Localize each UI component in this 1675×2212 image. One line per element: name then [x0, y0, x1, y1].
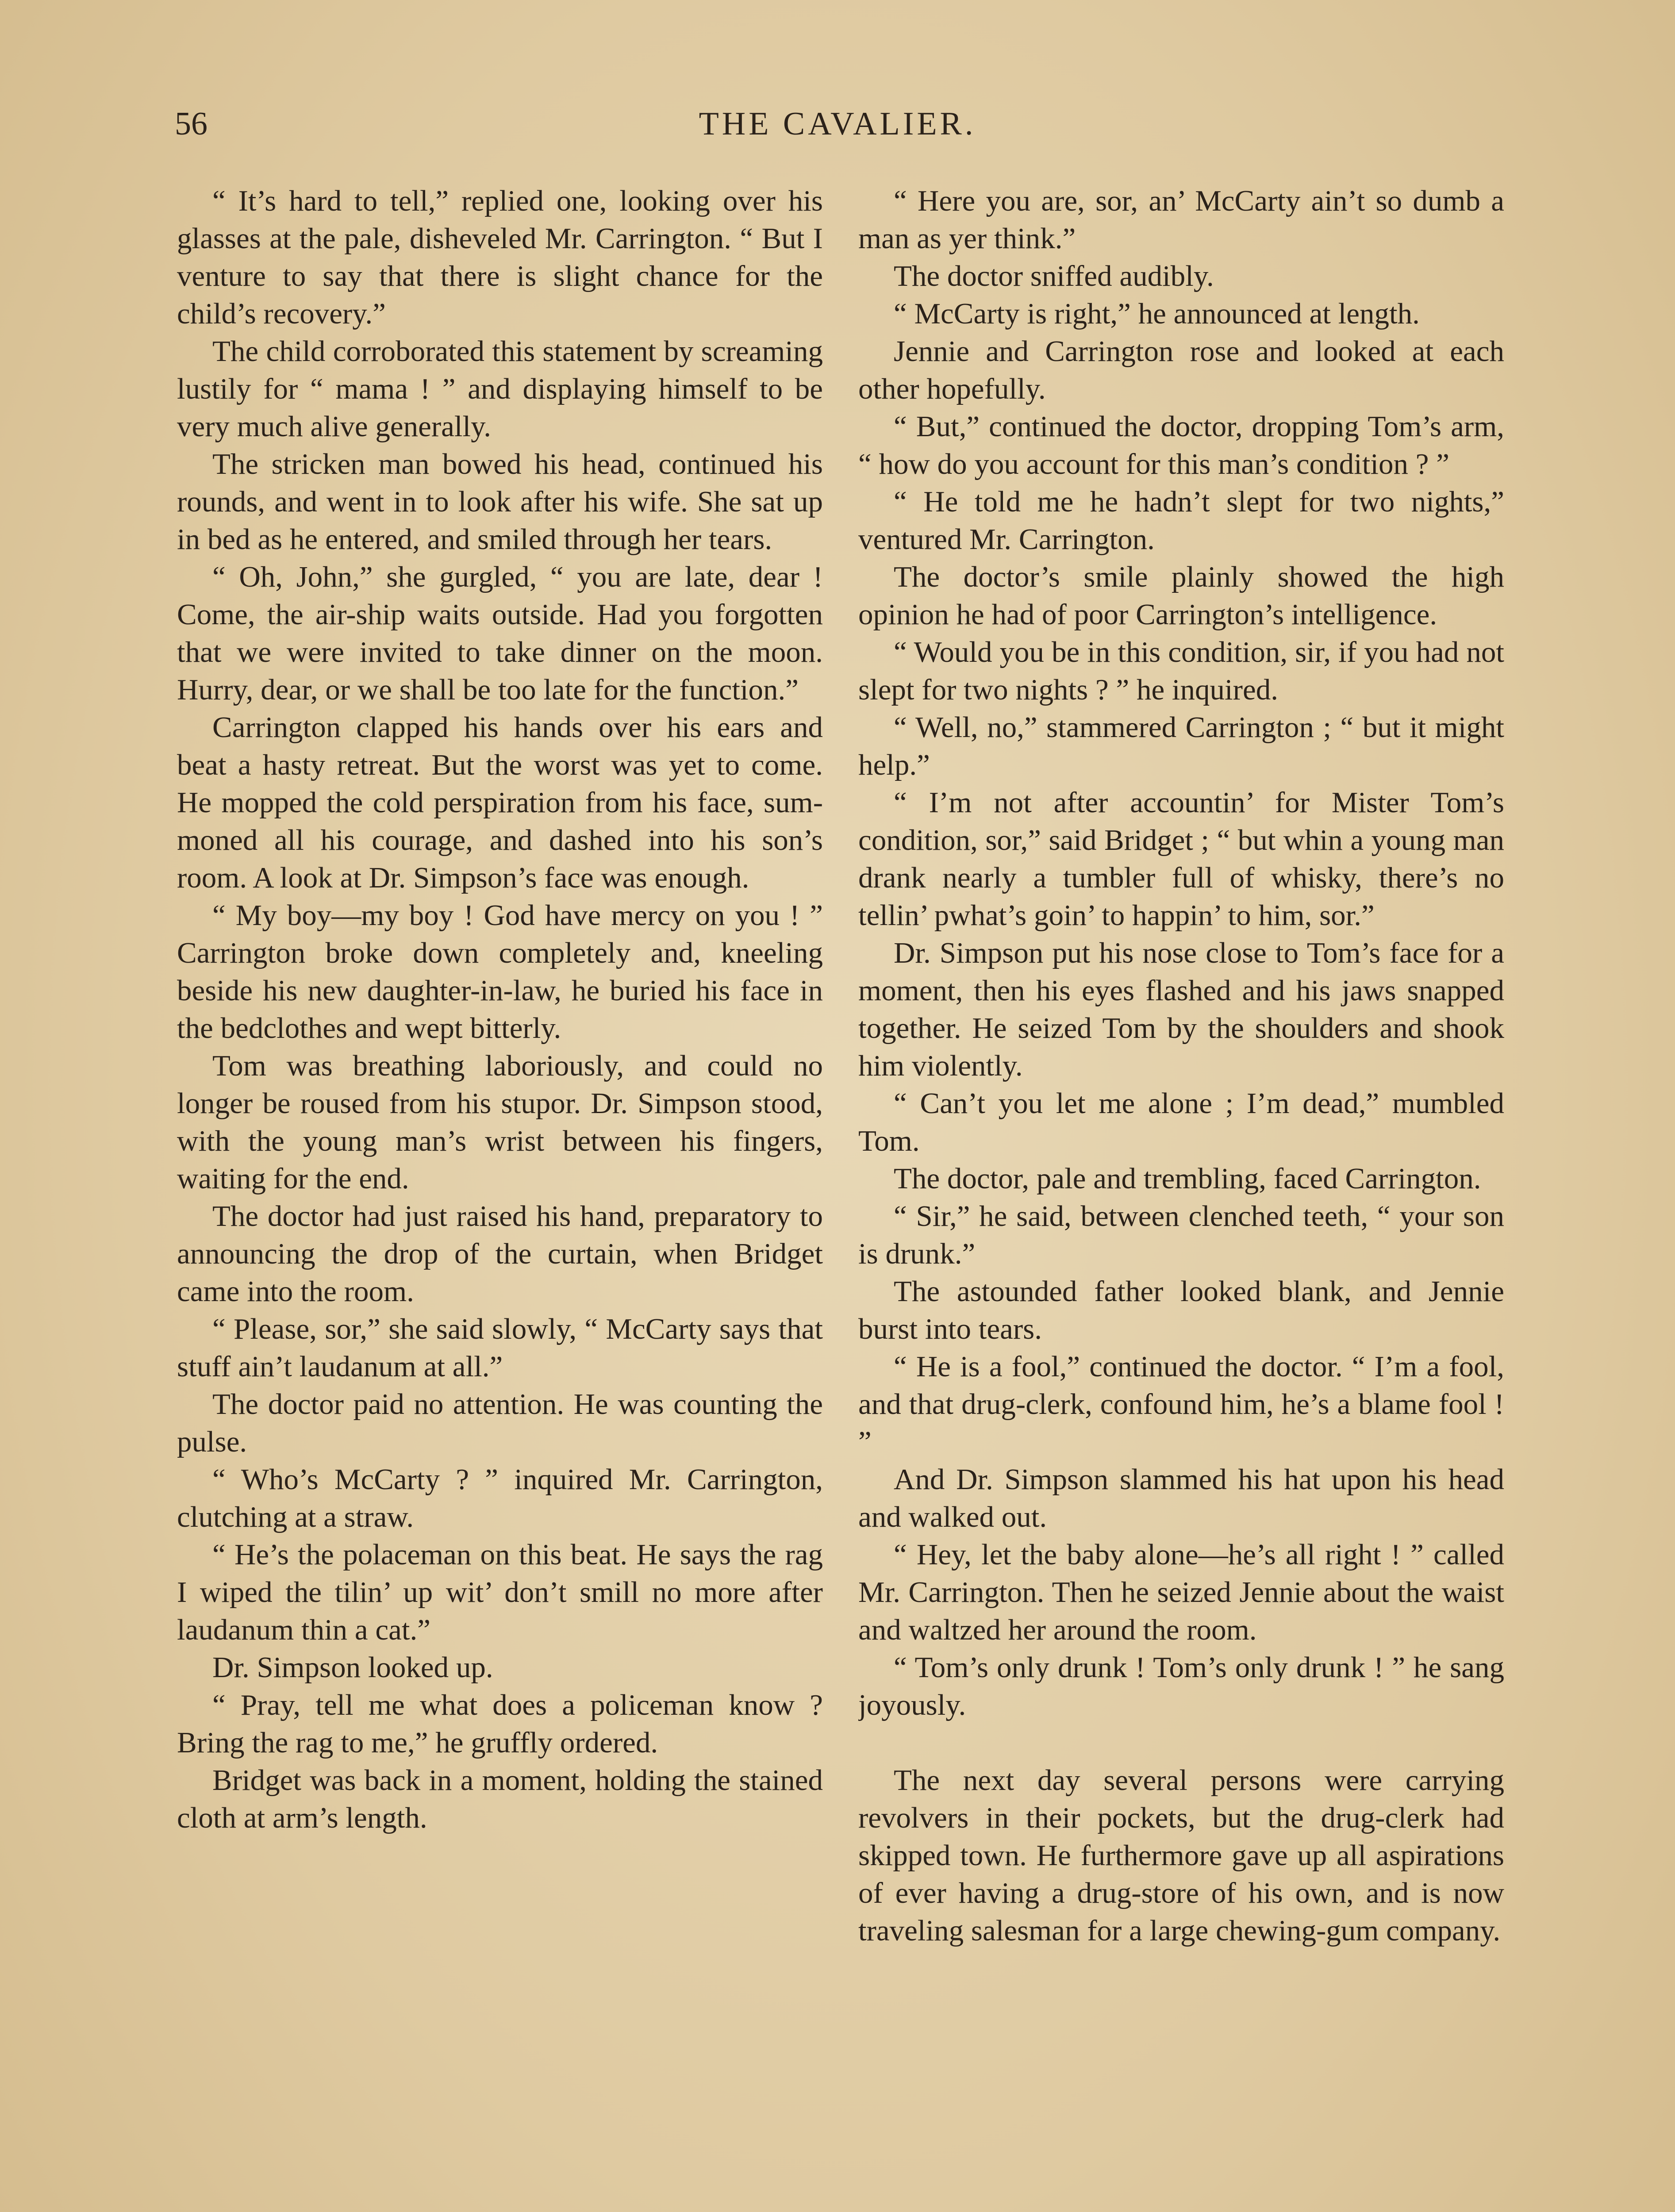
paragraph: “ Pray, tell me what does a policeman know ? Bring the rag to me,” he gruffly ordered. [177, 1689, 823, 1759]
paragraph: The stricken man bowed his head, continued his rounds, and went in to look after his wife. She sat up in bed as he entered, and smiled through her tears. [177, 448, 823, 556]
paragraph: The child corroborated this statement by screaming lustily for “ mama ! ” and displaying himself to be very much alive generally. [177, 335, 823, 443]
left-column [177, 182, 823, 2212]
paragraph: The doctor’s smile plainly showed the high opinion he had of poor Carrington’s intelligence. [858, 561, 1504, 631]
paragraph: “ I’m not after accountin’ for Mister Tom’s condition, sor,” said Bridget ; “ but whin a young man drank nearly a tumbler full of whisky, there’s no tellin’ pwhat’s goin’ to happin’ to him, sor.” [858, 786, 1504, 932]
paragraph: Dr. Simpson put his nose close to Tom’s face for a moment, then his eyes flashed and his jaws snapped together. He seized Tom by the shoulders and shook him violently. [858, 937, 1504, 1082]
paragraph: “ Would you be in this condition, sir, if you had not slept for two nights ? ” he inquired. [858, 636, 1504, 706]
paragraph: The doctor had just raised his hand, preparatory to announcing the drop of the curtain, when Bridget came into the room. [177, 1200, 823, 1308]
paragraph: “ He is a fool,” continued the doctor. “ I’m a fool, and that drug-clerk, confound him, he’s a blame fool ! ” [858, 1350, 1504, 1458]
paragraph: “ Who’s McCarty ? ” inquired Mr. Carrington, clutching at a straw. [177, 1463, 823, 1533]
page-title: THE CAVALIER. [699, 106, 976, 142]
paragraph: Bridget was back in a moment, holding the stained cloth at arm’s length. [177, 1764, 823, 1834]
paragraph: “ McCarty is right,” he announced at length. [894, 297, 1420, 330]
paragraph: Dr. Simpson looked up. [212, 1651, 493, 1684]
paragraph: “ Tom’s only drunk ! Tom’s only drunk ! ” he sang joyously. [858, 1651, 1504, 1721]
paragraph: “ My boy—my boy ! God have mercy on you ! ” Carrington broke down completely and, kneeling beside his new daughter-in-law, he buried his face in the bedclothes and wept bitterly. [177, 899, 823, 1045]
paragraph: The next day several persons were carrying revolvers in their pockets, but the drug-clerk had skipped town. He furthermore gave up all aspirations of ever having a drug-store of his own, and is now traveling salesman for a large chewing-gum company. [858, 1764, 1504, 1947]
paragraph: The astounded father looked blank, and Jennie burst into tears. [858, 1275, 1504, 1345]
right-column [858, 182, 1504, 2212]
paragraph: The doctor, pale and trembling, faced Carrington. [894, 1162, 1481, 1195]
paragraph: “ Here you are, sor, an’ McCarty ain’t so dumb a man as yer think.” [858, 184, 1504, 255]
paragraph: The doctor paid no attention. He was counting the pulse. [177, 1388, 823, 1458]
paragraph: “ Can’t you let me alone ; I’m dead,” mumbled Tom. [858, 1087, 1504, 1157]
paragraph: “ He’s the polaceman on this beat. He says the rag I wiped the tilin’ up wit’ don’t smill no more after laudanum thin a cat.” [177, 1538, 823, 1646]
paragraph: “ Sir,” he said, between clenched teeth, “ your son is drunk.” [858, 1200, 1504, 1270]
paragraph: Jennie and Carrington rose and looked at each other hopefully. [858, 335, 1504, 405]
paragraph: “ It’s hard to tell,” replied one, looking over his glasses at the pale, disheveled Mr. Carrington. “ But I venture to say that there is slight chance for the child’s recovery.” [177, 184, 823, 330]
paragraph: “ He told me he hadn’t slept for two nights,” ventured Mr. Carrington. [858, 485, 1504, 556]
page-number: 56 [175, 106, 207, 142]
paragraph: The doctor sniffed audibly. [894, 260, 1214, 292]
paragraph: “ Well, no,” stammered Carrington ; “ but it might help.” [858, 711, 1504, 781]
page-header [0, 105, 1675, 158]
paragraph: “ Please, sor,” she said slowly, “ McCarty says that stuff ain’t laudanum at all.” [177, 1313, 823, 1383]
paragraph: And Dr. Simpson slammed his hat upon his head and walked out. [858, 1463, 1504, 1533]
paragraph: “ Hey, let the baby alone—he’s all right ! ” called Mr. Carrington. Then he seized Jennie about the waist and waltzed her around the room. [858, 1538, 1504, 1646]
paragraph: “ But,” continued the doctor, dropping Tom’s arm, “ how do you account for this man’s condition ? ” [858, 410, 1504, 480]
paragraph: Tom was breathing laboriously, and could no longer be roused from his stupor. Dr. Simpson stood, with the young man’s wrist between his fingers, waiting for the end. [177, 1049, 823, 1195]
paragraph: “ Oh, John,” she gurgled, “ you are late, dear ! Come, the air-ship waits outside. Had you forgotten that we were invited to take dinner on the moon. Hurry, dear, or we shall be too late for the function.” [177, 561, 823, 706]
paragraph: Carrington clapped his hands over his ears and beat a hasty retreat. But the worst was yet to come. He mopped the cold perspiration from his face, summoned all his courage, and dashed into his son’s room. A look at Dr. Simpson’s face was enough. [177, 711, 823, 894]
